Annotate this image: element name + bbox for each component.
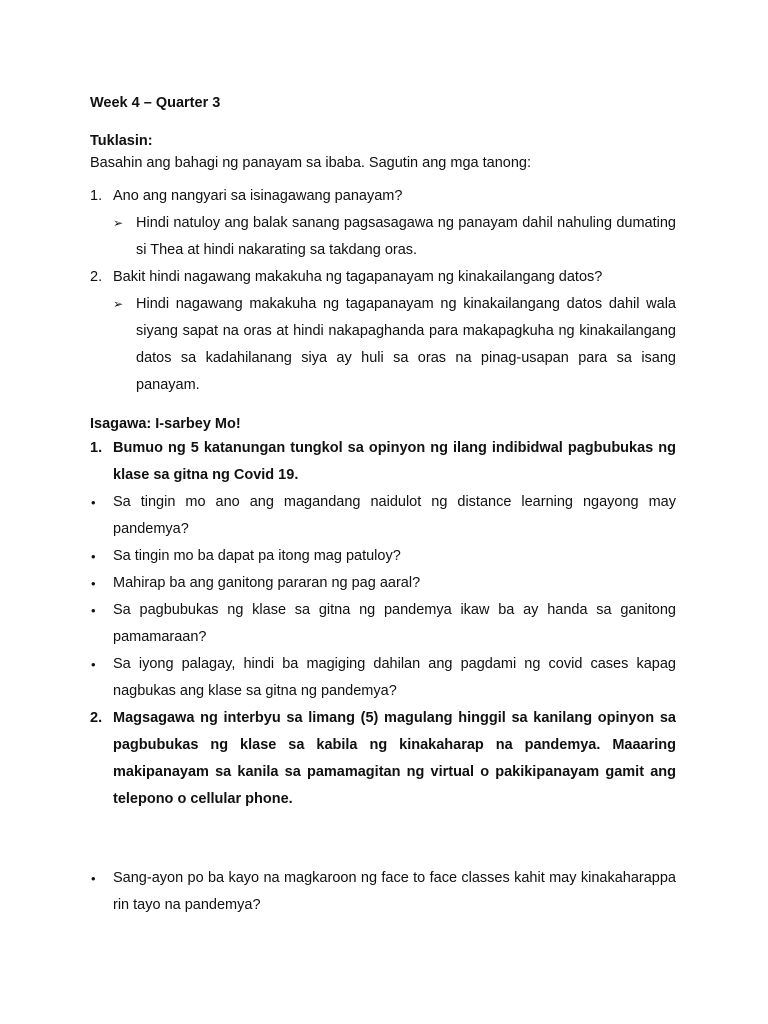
question-number: 1. (90, 188, 103, 204)
tuklasin-instruction: Basahin ang bahagi ng panayam sa ibaba. Sagutin ang mga tanong: (90, 155, 531, 171)
question-2 (90, 264, 676, 291)
task-text: Bumuo ng 5 katanungan tungkol sa opinyon ng ilang indibidwal pagbubukas ng klase sa gitna ng Covid 19. (113, 440, 676, 483)
week-title: Week 4 – Quarter 3 (90, 95, 221, 111)
list-item-text: Mahirap ba ang ganitong pararan ng pag aaral? (113, 575, 421, 591)
question-number: 2. (90, 269, 103, 285)
bullet-icon: • (91, 871, 96, 886)
task-1 (90, 435, 676, 489)
list-item (90, 489, 676, 543)
task-number: 2. (90, 710, 103, 726)
list-item (90, 570, 676, 597)
bullet-icon: • (91, 657, 96, 672)
question-text: Bakit hindi nagawang makakuha ng tagapanayam ng kinakailangang datos? (113, 269, 603, 285)
list-item (90, 543, 676, 570)
answer-text: Hindi natuloy ang balak sanang pagsasagawa ng panayam dahil nahuling dumating si Thea at hindi nakarating sa takdang oras. (136, 215, 676, 258)
question-text: Ano ang nangyari sa isinagawang panayam? (113, 188, 403, 204)
answer-text: Hindi nagawang makakuha ng tagapanayam ng kinakailangang datos dahil wala siyang sapat na oras at hindi nakapaghanda para makapagkuha ng kinakailangang datos sa kadahilanang siya ay huli sa oras na pinag-usapan para sa isang panayam. (136, 296, 676, 393)
list-item (90, 865, 676, 919)
question-1 (90, 183, 676, 210)
task-number: 1. (90, 440, 103, 456)
bullet-icon: • (91, 549, 96, 564)
list-item-text: Sa iyong palagay, hindi ba magiging dahilan ang pagdami ng covid cases kapag nagbukas ang klase sa gitna ng pandemya? (113, 656, 676, 699)
task-text: Magsagawa ng interbyu sa limang (5) magulang hinggil sa kanilang opinyon sa pagbubukas ng klase sa kabila ng kinakaharap na pandemya. Maaaring makipanayam sa kanila sa pamamagitan ng virtual o pakikipanayam gamit ang telepono o cellular phone. (113, 710, 676, 807)
bullet-icon: • (91, 603, 96, 618)
task-2 (90, 705, 676, 813)
list-item (90, 651, 676, 705)
list-item-text: Sang-ayon po ba kayo na magkaroon ng face to face classes kahit may kinakaharappa rin tayo na pandemya? (113, 870, 676, 913)
list-item-text: Sa tingin mo ba dapat pa itong mag patuloy? (113, 548, 401, 564)
answer-1 (90, 210, 676, 264)
list-item (90, 597, 676, 651)
list-item-text: Sa pagbubukas ng klase sa gitna ng pandemya ikaw ba ay handa sa ganitong pamamaraan? (113, 602, 676, 645)
bullet-icon: • (91, 495, 96, 510)
document-page (90, 92, 676, 919)
list-item-text: Sa tingin mo ano ang magandang naidulot ng distance learning ngayong may pandemya? (113, 494, 676, 537)
tuklasin-heading: Tuklasin: (90, 133, 153, 149)
arrow-bullet-icon: ➢ (113, 216, 124, 230)
arrow-bullet-icon: ➢ (113, 297, 124, 311)
isagawa-heading: Isagawa: I-sarbey Mo! (90, 416, 241, 432)
answer-2 (90, 291, 676, 399)
bullet-icon: • (91, 576, 96, 591)
